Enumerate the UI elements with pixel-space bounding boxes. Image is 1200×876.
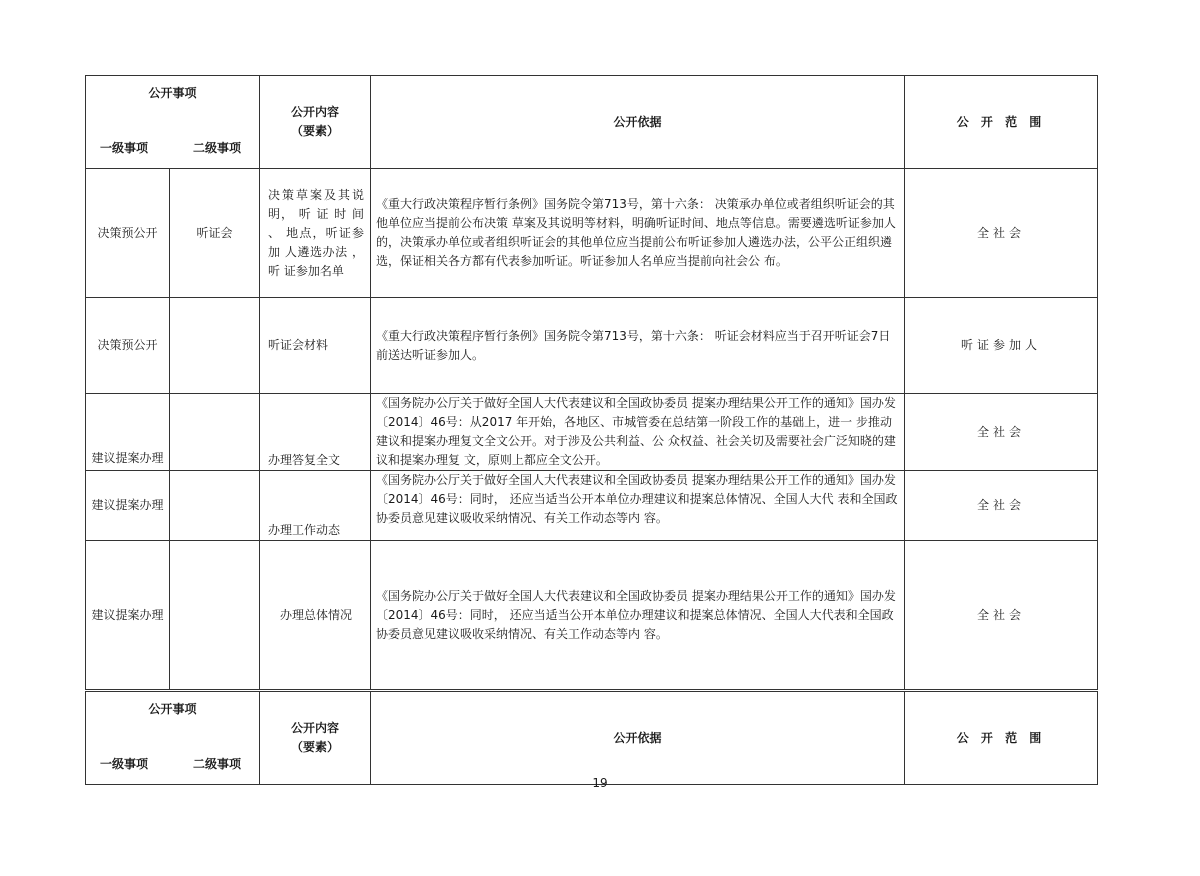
level1-cell: 决策预公开 [86, 169, 170, 298]
table-row [86, 471, 1098, 541]
scope-cell: 全社会 [905, 541, 1098, 690]
basis-cell: 《国务院办公厅关于做好全国人大代表建议和全国政协委员 提案办理结果公开工作的通知》国办发〔2014〕46号：从2017 年开始，各地区、市城管委在总结第一阶段工作的基础上，进一 步推动建议和提案办理复文全文公开。对于涉及公共利益、公 众权益、社会关切及需要社会广泛知晓的建议和提案办理复 文，原则上都应全文公开。 [371, 394, 905, 471]
scope-cell: 全社会 [905, 169, 1098, 298]
level1-cell: 建议提案办理 [86, 541, 170, 690]
content-header-line1: 公开内容 [290, 721, 339, 735]
basis-cell: 《国务院办公厅关于做好全国人大代表建议和全国政协委员 提案办理结果公开工作的通知》国办发〔2014〕46号：同时， 还应当适当公开本单位办理建议和提案总体情况、全国人大代 表和全国政协委员意见建议吸收采纳情况、有关工作动态等内 容。 [371, 471, 905, 541]
level1-label: 一级事项 [100, 757, 149, 771]
public-item-header [86, 76, 260, 169]
page-number: 19 [592, 776, 608, 790]
scope-cell: 听证参加人 [905, 298, 1098, 394]
level1-cell: 建议提案办理 [86, 471, 170, 541]
table-row [86, 169, 1098, 298]
level1-label: 一级事项 [100, 141, 149, 155]
table-row [86, 394, 1098, 471]
level2-cell [170, 541, 260, 690]
content-header-line2: （要素） [290, 124, 339, 138]
public-item-label: 公开事项 [148, 702, 197, 716]
content-header [260, 692, 371, 785]
table-header-row [86, 76, 1098, 169]
level2-cell: 听证会 [170, 169, 260, 298]
level2-label: 二级事项 [192, 141, 241, 155]
level2-cell [170, 298, 260, 394]
scope-header: 公 开 范 围 [905, 76, 1098, 169]
scope-cell: 全社会 [905, 394, 1098, 471]
level1-cell: 决策预公开 [86, 298, 170, 394]
basis-cell: 《重大行政决策程序暂行条例》国务院令第713号，第十六条： 听证会材料应当于召开听证会7日前送达听证参加人。 [371, 298, 905, 394]
content-header-line2: （要素） [290, 740, 339, 754]
content-cell: 办理总体情况 [260, 541, 371, 690]
content-header-line1: 公开内容 [290, 105, 339, 119]
content-header [260, 76, 371, 169]
content-cell: 听证会材料 [260, 298, 371, 394]
public-item-label: 公开事项 [148, 86, 197, 100]
content-cell: 办理工作动态 [260, 471, 371, 541]
basis-cell: 《国务院办公厅关于做好全国人大代表建议和全国政协委员 提案办理结果公开工作的通知》国办发〔2014〕46号：同时， 还应当适当公开本单位办理建议和提案总体情况、全国人大代表和全国政协委员意见建议吸收采纳情况、有关工作动态等内 容。 [371, 541, 905, 690]
scope-header: 公 开 范 围 [905, 692, 1098, 785]
content-cell: 办理答复全文 [260, 394, 371, 471]
content-cell: 决策草案及其说明， 听 证 时 间 、 地点，听证参加 人遴选办法 ， 听 证参加名单 [260, 169, 371, 298]
level2-label: 二级事项 [192, 757, 241, 771]
level2-cell [170, 471, 260, 541]
scope-cell: 全社会 [905, 471, 1098, 541]
level2-cell [170, 394, 260, 471]
basis-header: 公开依据 [371, 76, 905, 169]
disclosure-table [85, 75, 1098, 690]
public-item-header [86, 692, 260, 785]
basis-cell: 《重大行政决策程序暂行条例》国务院令第713号，第十六条： 决策承办单位或者组织听证会的其他单位应当提前公布决策 草案及其说明等材料，明确听证时间、地点等信息。需要遴选听证参加人的，决策承办单位或者组织听证会的其他单位应当提前公布听证参加人遴选办法，公平公正组织遴选，保证相关各方都有代表参加听证。听证参加人名单应当提前向社会公 布。 [371, 169, 905, 298]
level1-cell: 建议提案办理 [86, 394, 170, 471]
continued-header-table [85, 691, 1098, 785]
table-row [86, 541, 1098, 690]
basis-header: 公开依据 [371, 692, 905, 785]
table-header-row [86, 692, 1098, 785]
table-row [86, 298, 1098, 394]
